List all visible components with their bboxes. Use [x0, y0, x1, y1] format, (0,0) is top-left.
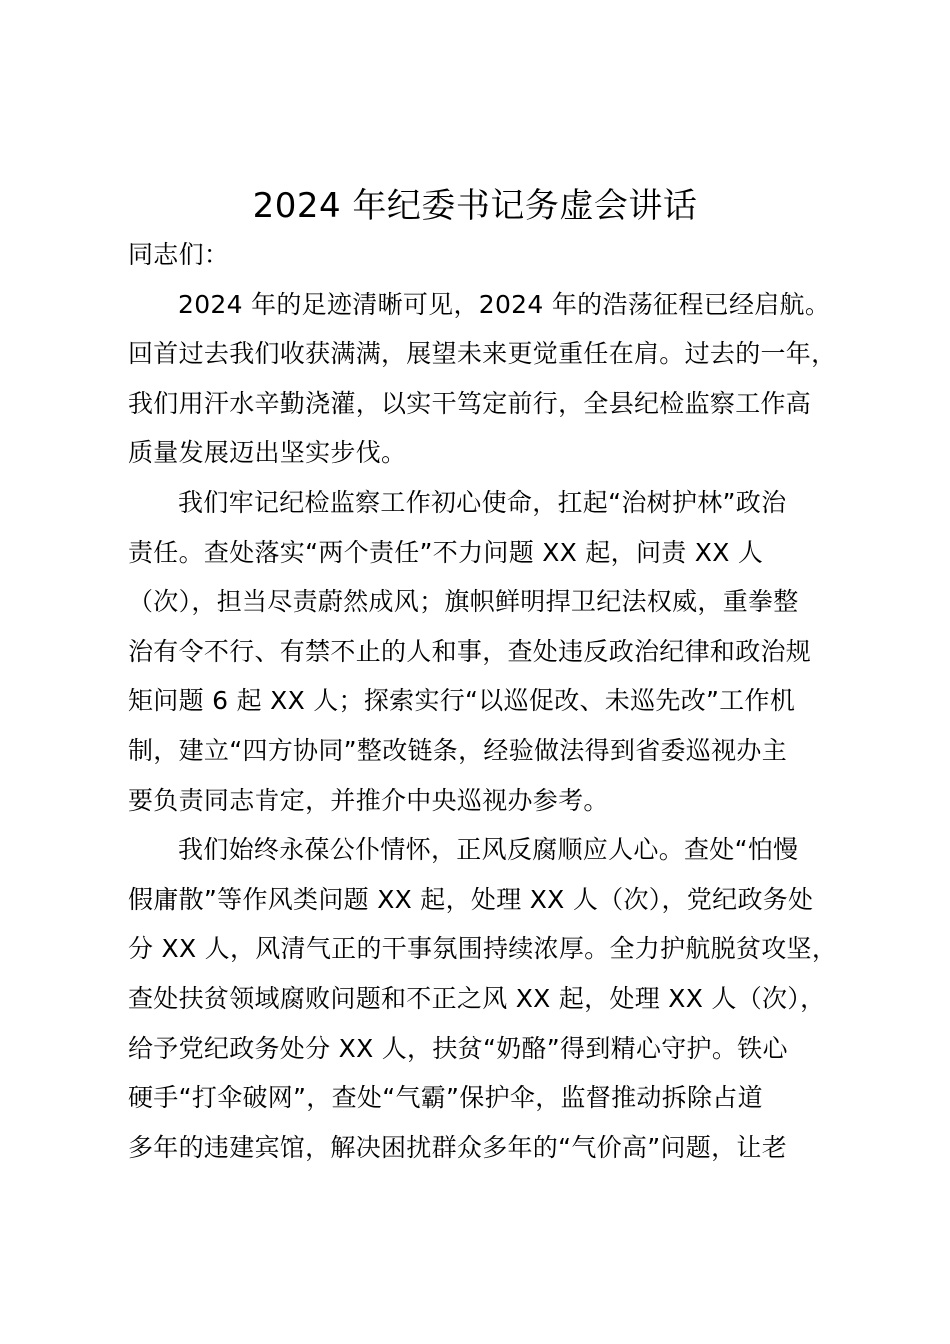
paragraph-line: 我们始终永葆公仆情怀，正风反腐顺应人心。查处“怕慢: [178, 835, 799, 865]
paragraph-line: 多年的违建宾馆，解决困扰群众多年的“气价高”问题，让老: [128, 1132, 788, 1162]
greeting: 同志们：: [128, 240, 230, 269]
paragraph-line: 矩问题 6 起 XX 人；探索实行“以巡促改、未巡先改”工作机: [128, 686, 796, 716]
paragraph-line: 回首过去我们收获满满，展望未来更觉重任在肩。过去的一年，: [128, 339, 837, 369]
paragraph-1: [128, 280, 868, 478]
paragraph-line: 我们用汗水辛勤浇灌，以实干笃定前行，全县纪检监察工作高: [128, 388, 812, 418]
paragraph-line: 查处扶贫领域腐败问题和不正之风 XX 起，处理 XX 人（次），: [128, 983, 826, 1013]
paragraph-line: 要负责同志肯定，并推介中央巡视办参考。: [128, 785, 609, 815]
paragraph-line: 假庸散”等作风类问题 XX 起，处理 XX 人（次），党纪政务处: [128, 884, 814, 914]
paragraph-line: 2024 年的足迹清晰可见，2024 年的浩荡征程已经启航。: [178, 289, 831, 319]
paragraph-line: 治有令不行、有禁不止的人和事，查处违反政治纪律和政治规: [128, 636, 812, 666]
paragraph-line: 我们牢记纪检监察工作初心使命，扛起“治树护林”政治: [178, 487, 787, 517]
paragraph-line: 给予党纪政务处分 XX 人，扶贫“奶酪”得到精心守护。铁心: [128, 1033, 788, 1063]
paragraph-line: 硬手“打伞破网”，查处“气霸”保护伞，监督推动拆除占道: [128, 1083, 763, 1113]
paragraph-line: 责任。查处落实“两个责任”不力问题 XX 起，问责 XX 人: [128, 537, 764, 567]
document-body: [128, 230, 868, 1172]
document-title: 2024 年纪委书记务虚会讲话: [252, 186, 698, 226]
paragraph-2: [128, 478, 868, 825]
paragraph-line: 分 XX 人，风清气正的干事氛围持续浓厚。全力护航脱贫攻坚，: [128, 934, 838, 964]
paragraph-line: 质量发展迈出坚实步伐。: [128, 438, 407, 468]
paragraph-line: （次），担当尽责蔚然成风；旗帜鲜明捍卫纪法权威，重拳整: [128, 587, 799, 617]
paragraph-3: [128, 825, 868, 1172]
paragraph-line: 制，建立“四方协同”整改链条，经验做法得到省委巡视办主: [128, 735, 788, 765]
